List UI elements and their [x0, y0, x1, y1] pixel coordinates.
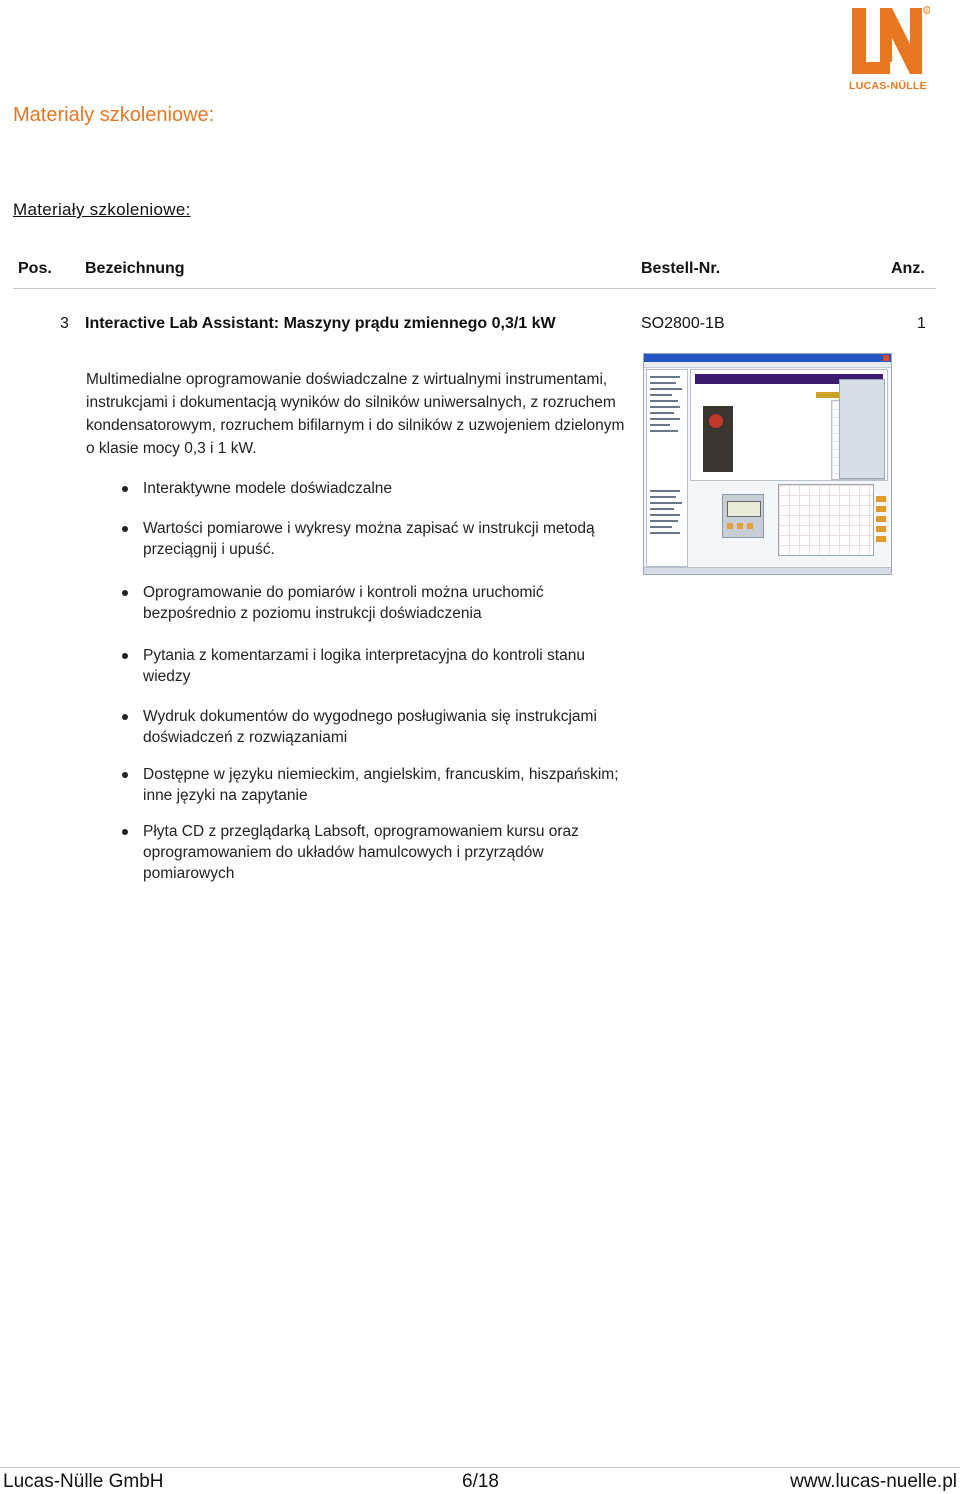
bullet-icon [122, 526, 128, 532]
feature-text: Wydruk dokumentów do wygodnego posługiwania się instrukcjami doświadczeń z rozwiązaniami [143, 708, 597, 746]
column-header-name: Bezeichnung [85, 260, 185, 277]
product-screenshot [643, 353, 892, 575]
feature-text: Interaktywne modele doświadczalne [143, 480, 392, 497]
feature-text: Dostępne w języku niemieckim, angielskim, francuskim, hiszpańskim; inne języki na zapytanie [143, 766, 619, 804]
column-header-pos: Pos. [18, 260, 52, 277]
oscilloscope-icon [778, 484, 874, 556]
page-footer [0, 1467, 960, 1494]
company-logo [846, 4, 936, 94]
feature-text: Wartości pomiarowe i wykresy można zapisać w instrukcji metodą przeciągnij i upuść. [143, 520, 595, 558]
page-number: 6/18 [462, 1471, 499, 1492]
screenshot-tree-panel [646, 369, 688, 567]
section-heading: Materiały szkoleniowe: [13, 200, 191, 219]
column-header-qty: Anz. [891, 260, 925, 277]
bullet-icon [122, 829, 128, 835]
feature-text: Płyta CD z przeglądarką Labsoft, oprogramowaniem kursu oraz oprogramowaniem do układów hamulcowych i przyrządów pomiarowych [143, 823, 579, 882]
footer-company: Lucas-Nülle GmbH [3, 1471, 164, 1492]
table-header [13, 258, 936, 289]
multimeter-icon [722, 494, 764, 538]
footer-website-link[interactable]: www.lucas-nuelle.pl [790, 1471, 957, 1492]
screenshot-statusbar [644, 567, 891, 574]
bullet-icon [122, 653, 128, 659]
page-heading: Materialy szkoleniowe: [13, 104, 215, 126]
bullet-icon [122, 590, 128, 596]
close-icon [883, 355, 889, 361]
screenshot-control-panel [839, 379, 885, 479]
bullet-icon [122, 772, 128, 778]
ln-logo-icon [846, 4, 930, 82]
screenshot-titlebar [644, 354, 891, 362]
item-quantity: 1 [917, 315, 926, 332]
item-position: 3 [60, 315, 69, 332]
item-description: Multimedialne oprogramowanie doświadczalne z wirtualnymi instrumentami, instrukcjami i dokumentacją wyników do silników uniwersalnych, z rozruchem kondensatorowym, rozruchem bifilarnym i do silników z uzwojeniem dzielonym o klasie mocy 0,3 i 1 kW. [86, 371, 625, 457]
feature-text: Oprogramowanie do pomiarów i kontroli można uruchomić bezpośrednio z poziomu instrukcji doświadczenia [143, 584, 544, 622]
logo-brand-text: LUCAS-NÜLLE [849, 80, 927, 92]
feature-text: Pytania z komentarzami i logika interpretacyjna do kontroli stanu wiedzy [143, 647, 585, 685]
registered-mark: ® [925, 8, 929, 13]
screenshot-menubar [644, 362, 891, 368]
bullet-icon [122, 486, 128, 492]
bullet-icon [122, 714, 128, 720]
column-header-order-no: Bestell-Nr. [641, 260, 721, 277]
item-order-number: SO2800-1B [641, 315, 725, 332]
item-name: Interactive Lab Assistant: Maszyny prądu zmiennego 0,3/1 kW [85, 315, 556, 332]
screenshot-knobs [874, 496, 888, 556]
